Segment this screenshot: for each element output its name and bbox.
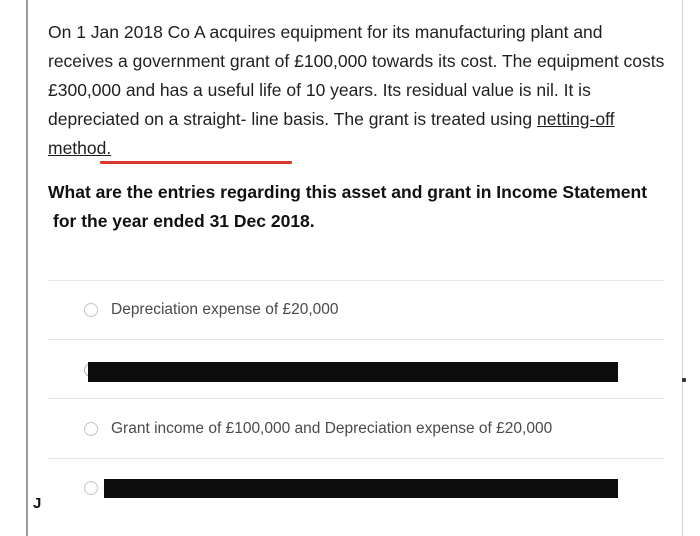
option-divider	[48, 458, 664, 459]
redaction-bar	[88, 362, 618, 382]
radio-icon[interactable]	[84, 422, 98, 436]
option-divider	[48, 280, 664, 281]
prompt-line-1: What are the entries regarding this asset and grant in Income Statement	[48, 182, 648, 202]
radio-icon[interactable]	[84, 481, 98, 495]
option-3-label: Grant income of £100,000 and Depreciation expense of £20,000	[111, 420, 553, 437]
right-border	[682, 0, 683, 536]
question-prompt	[48, 178, 678, 236]
prompt-line-2: for the year ended 31 Dec 2018.	[53, 211, 315, 231]
option-3[interactable]	[84, 415, 552, 443]
left-border	[26, 0, 28, 536]
scroll-marker	[682, 378, 686, 382]
question-text	[48, 18, 670, 163]
option-1-label: Depreciation expense of £20,000	[111, 301, 339, 318]
option-1[interactable]	[84, 296, 339, 324]
redaction-bar	[104, 479, 618, 498]
option-divider	[48, 339, 664, 340]
radio-icon[interactable]	[84, 303, 98, 317]
margin-mark: J	[33, 495, 42, 512]
option-divider	[48, 398, 664, 399]
netting-off-phrase: netting-off method.	[48, 109, 615, 158]
red-highlight-underline	[100, 161, 292, 164]
question-body: On 1 Jan 2018 Co A acquires equipment for its manufacturing plant and receives a government grant of £100,000 towards its cost. The equipment costs £300,000 and has a useful life of 10 years. Its residual value is nil. It is depreciated on a straight- line basis. The grant is treated using	[48, 22, 665, 129]
